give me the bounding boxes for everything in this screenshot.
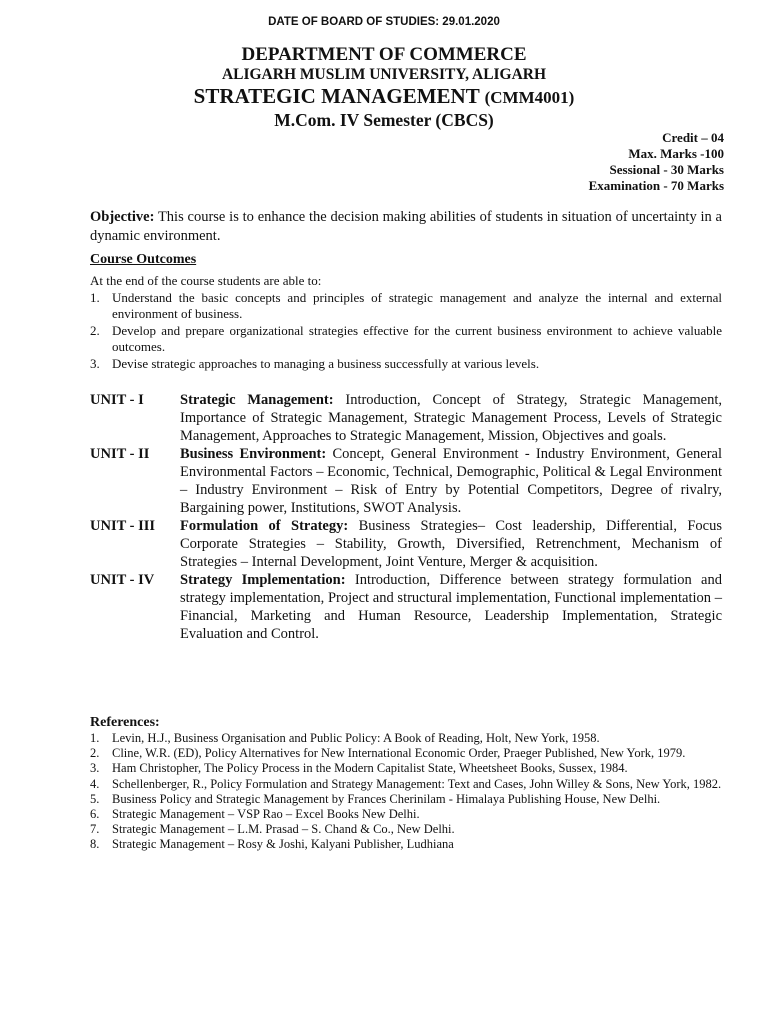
objective-label: Objective: bbox=[90, 209, 155, 225]
department-name: DEPARTMENT OF COMMERCE bbox=[241, 44, 527, 65]
credit-line: Credit – 04 bbox=[662, 130, 724, 145]
outcome-item bbox=[90, 323, 722, 356]
marks-block bbox=[589, 130, 724, 194]
unit-label: UNIT - IV bbox=[90, 572, 155, 588]
unit-row-3 bbox=[90, 517, 722, 571]
course-code: (CMM4001) bbox=[484, 88, 575, 107]
unit-row-1 bbox=[90, 391, 722, 445]
unit-content bbox=[180, 517, 722, 571]
unit-label: UNIT - III bbox=[90, 518, 156, 534]
unit-row-4 bbox=[90, 571, 722, 643]
unit-content bbox=[180, 391, 722, 445]
reference-text: Levin, H.J., Business Organisation and Public Policy: A Book of Reading, Holt, New York, 1958. bbox=[112, 731, 600, 745]
outcome-number: 3. bbox=[90, 355, 100, 371]
reference-text: Strategic Management – Rosy & Joshi, Kalyani Publisher, Ludhiana bbox=[112, 837, 454, 852]
reference-text: Strategic Management – L.M. Prasad – S. Chand & Co., New Delhi. bbox=[112, 822, 455, 837]
reference-item bbox=[90, 822, 722, 837]
course-outcomes bbox=[90, 273, 722, 372]
outcome-item bbox=[90, 290, 722, 323]
reference-number: 8. bbox=[90, 837, 100, 852]
date-of-board-line: DATE OF BOARD OF STUDIES: 29.01.2020 bbox=[268, 16, 500, 28]
course-title: STRATEGIC MANAGEMENT bbox=[193, 84, 480, 108]
unit-content bbox=[180, 445, 722, 517]
outcomes-list bbox=[90, 290, 722, 373]
examination-line: Examination - 70 Marks bbox=[588, 178, 724, 193]
course-title-line bbox=[0, 84, 768, 109]
reference-item bbox=[90, 731, 722, 746]
unit-label: UNIT - II bbox=[90, 446, 150, 462]
objective-paragraph bbox=[90, 208, 722, 246]
university-name: ALIGARH MUSLIM UNIVERSITY, ALIGARH bbox=[221, 66, 547, 83]
reference-number: 2. bbox=[90, 746, 100, 761]
reference-item bbox=[90, 746, 722, 761]
reference-number: 1. bbox=[90, 731, 100, 745]
reference-text: Business Policy and Strategic Management by Frances Cherinilam - Himalaya Publishing House, New Delhi. bbox=[112, 791, 661, 806]
references-section bbox=[90, 731, 722, 853]
outcome-text: Devise strategic approaches to managing a business successfully at various levels. bbox=[112, 355, 540, 371]
reference-item bbox=[90, 837, 722, 852]
unit-text: Introduction, Concept of Strategy, Strategic Management, Importance of Strategic Management, Strategic Management Process, Levels of Strategic Management, Approaches to Strategic Management, Mission, Objectives and goals. bbox=[180, 392, 722, 444]
reference-number: 7. bbox=[90, 822, 100, 837]
outcomes-intro: At the end of the course students are able to: bbox=[90, 273, 322, 288]
outcome-number: 1. bbox=[90, 289, 100, 305]
reference-number: 3. bbox=[90, 761, 100, 776]
reference-text: Cline, W.R. (ED), Policy Alternatives for New International Economic Order, Praeger Published, New York, 1979. bbox=[112, 746, 686, 761]
unit-label: UNIT - I bbox=[90, 392, 144, 408]
unit-title: Strategy Implementation: bbox=[180, 572, 346, 588]
semester-line: M.Com. IV Semester (CBCS) bbox=[274, 110, 494, 130]
reference-number: 6. bbox=[90, 807, 100, 822]
unit-text: Introduction, Difference between strategy formulation and strategy implementation, Project and structural implementation, Functional implementation – Financial, Marketing and Human Resource, Leadership Implementation, Strategic Evaluation and Control. bbox=[180, 572, 722, 642]
reference-number: 4. bbox=[90, 776, 100, 791]
references-list bbox=[90, 731, 722, 853]
reference-item bbox=[90, 761, 722, 776]
unit-content bbox=[180, 571, 722, 643]
unit-title: Strategic Management: bbox=[180, 392, 334, 408]
unit-title: Business Environment: bbox=[180, 446, 327, 462]
sessional-line: Sessional - 30 Marks bbox=[609, 162, 724, 177]
reference-item bbox=[90, 792, 722, 807]
reference-text: Ham Christopher, The Policy Process in the Modern Capitalist State, Wheetsheet Books, Sussex, 1984. bbox=[112, 761, 628, 776]
units-section bbox=[90, 391, 722, 643]
outcome-text: Understand the basic concepts and principles of strategic management and analyze the internal and external environment of business. bbox=[112, 289, 722, 321]
reference-text: Schellenberger, R., Policy Formulation and Strategy Management: Text and Cases, John Willey & Sons, New York, 1982. bbox=[112, 776, 722, 791]
reference-text: Strategic Management – VSP Rao – Excel Books New Delhi. bbox=[112, 807, 420, 822]
objective-text: This course is to enhance the decision making abilities of students in situation of uncertainty in a dynamic environment. bbox=[90, 209, 722, 244]
reference-item bbox=[90, 807, 722, 822]
unit-row-2 bbox=[90, 445, 722, 517]
references-heading: References: bbox=[90, 715, 160, 730]
reference-number: 5. bbox=[90, 791, 100, 806]
unit-text: Concept, General Environment - Industry Environment, General Environmental Factors – Economic, Technical, Demographic, Political & Legal Environment – Industry Environment – Risk of Entry by Potential Competitors, Degree of rivalry, Bargaining power, Institutions, SWOT Analysis. bbox=[180, 446, 722, 516]
course-outcomes-heading: Course Outcomes bbox=[90, 252, 197, 267]
reference-item bbox=[90, 777, 722, 792]
unit-text: Business Strategies– Cost leadership, Differential, Focus Corporate Strategies – Stability, Growth, Diversified, Retrenchment, Mechanism of Strategies – Internal Development, Joint Venture, Merger & acquisition. bbox=[180, 518, 722, 570]
outcome-item bbox=[90, 356, 722, 373]
outcome-text: Develop and prepare organizational strategies effective for the current business environment to achieve valuable outcomes. bbox=[112, 322, 722, 354]
unit-title: Formulation of Strategy: bbox=[180, 518, 349, 534]
outcome-number: 2. bbox=[90, 322, 100, 338]
max-marks-line: Max. Marks -100 bbox=[628, 146, 724, 161]
